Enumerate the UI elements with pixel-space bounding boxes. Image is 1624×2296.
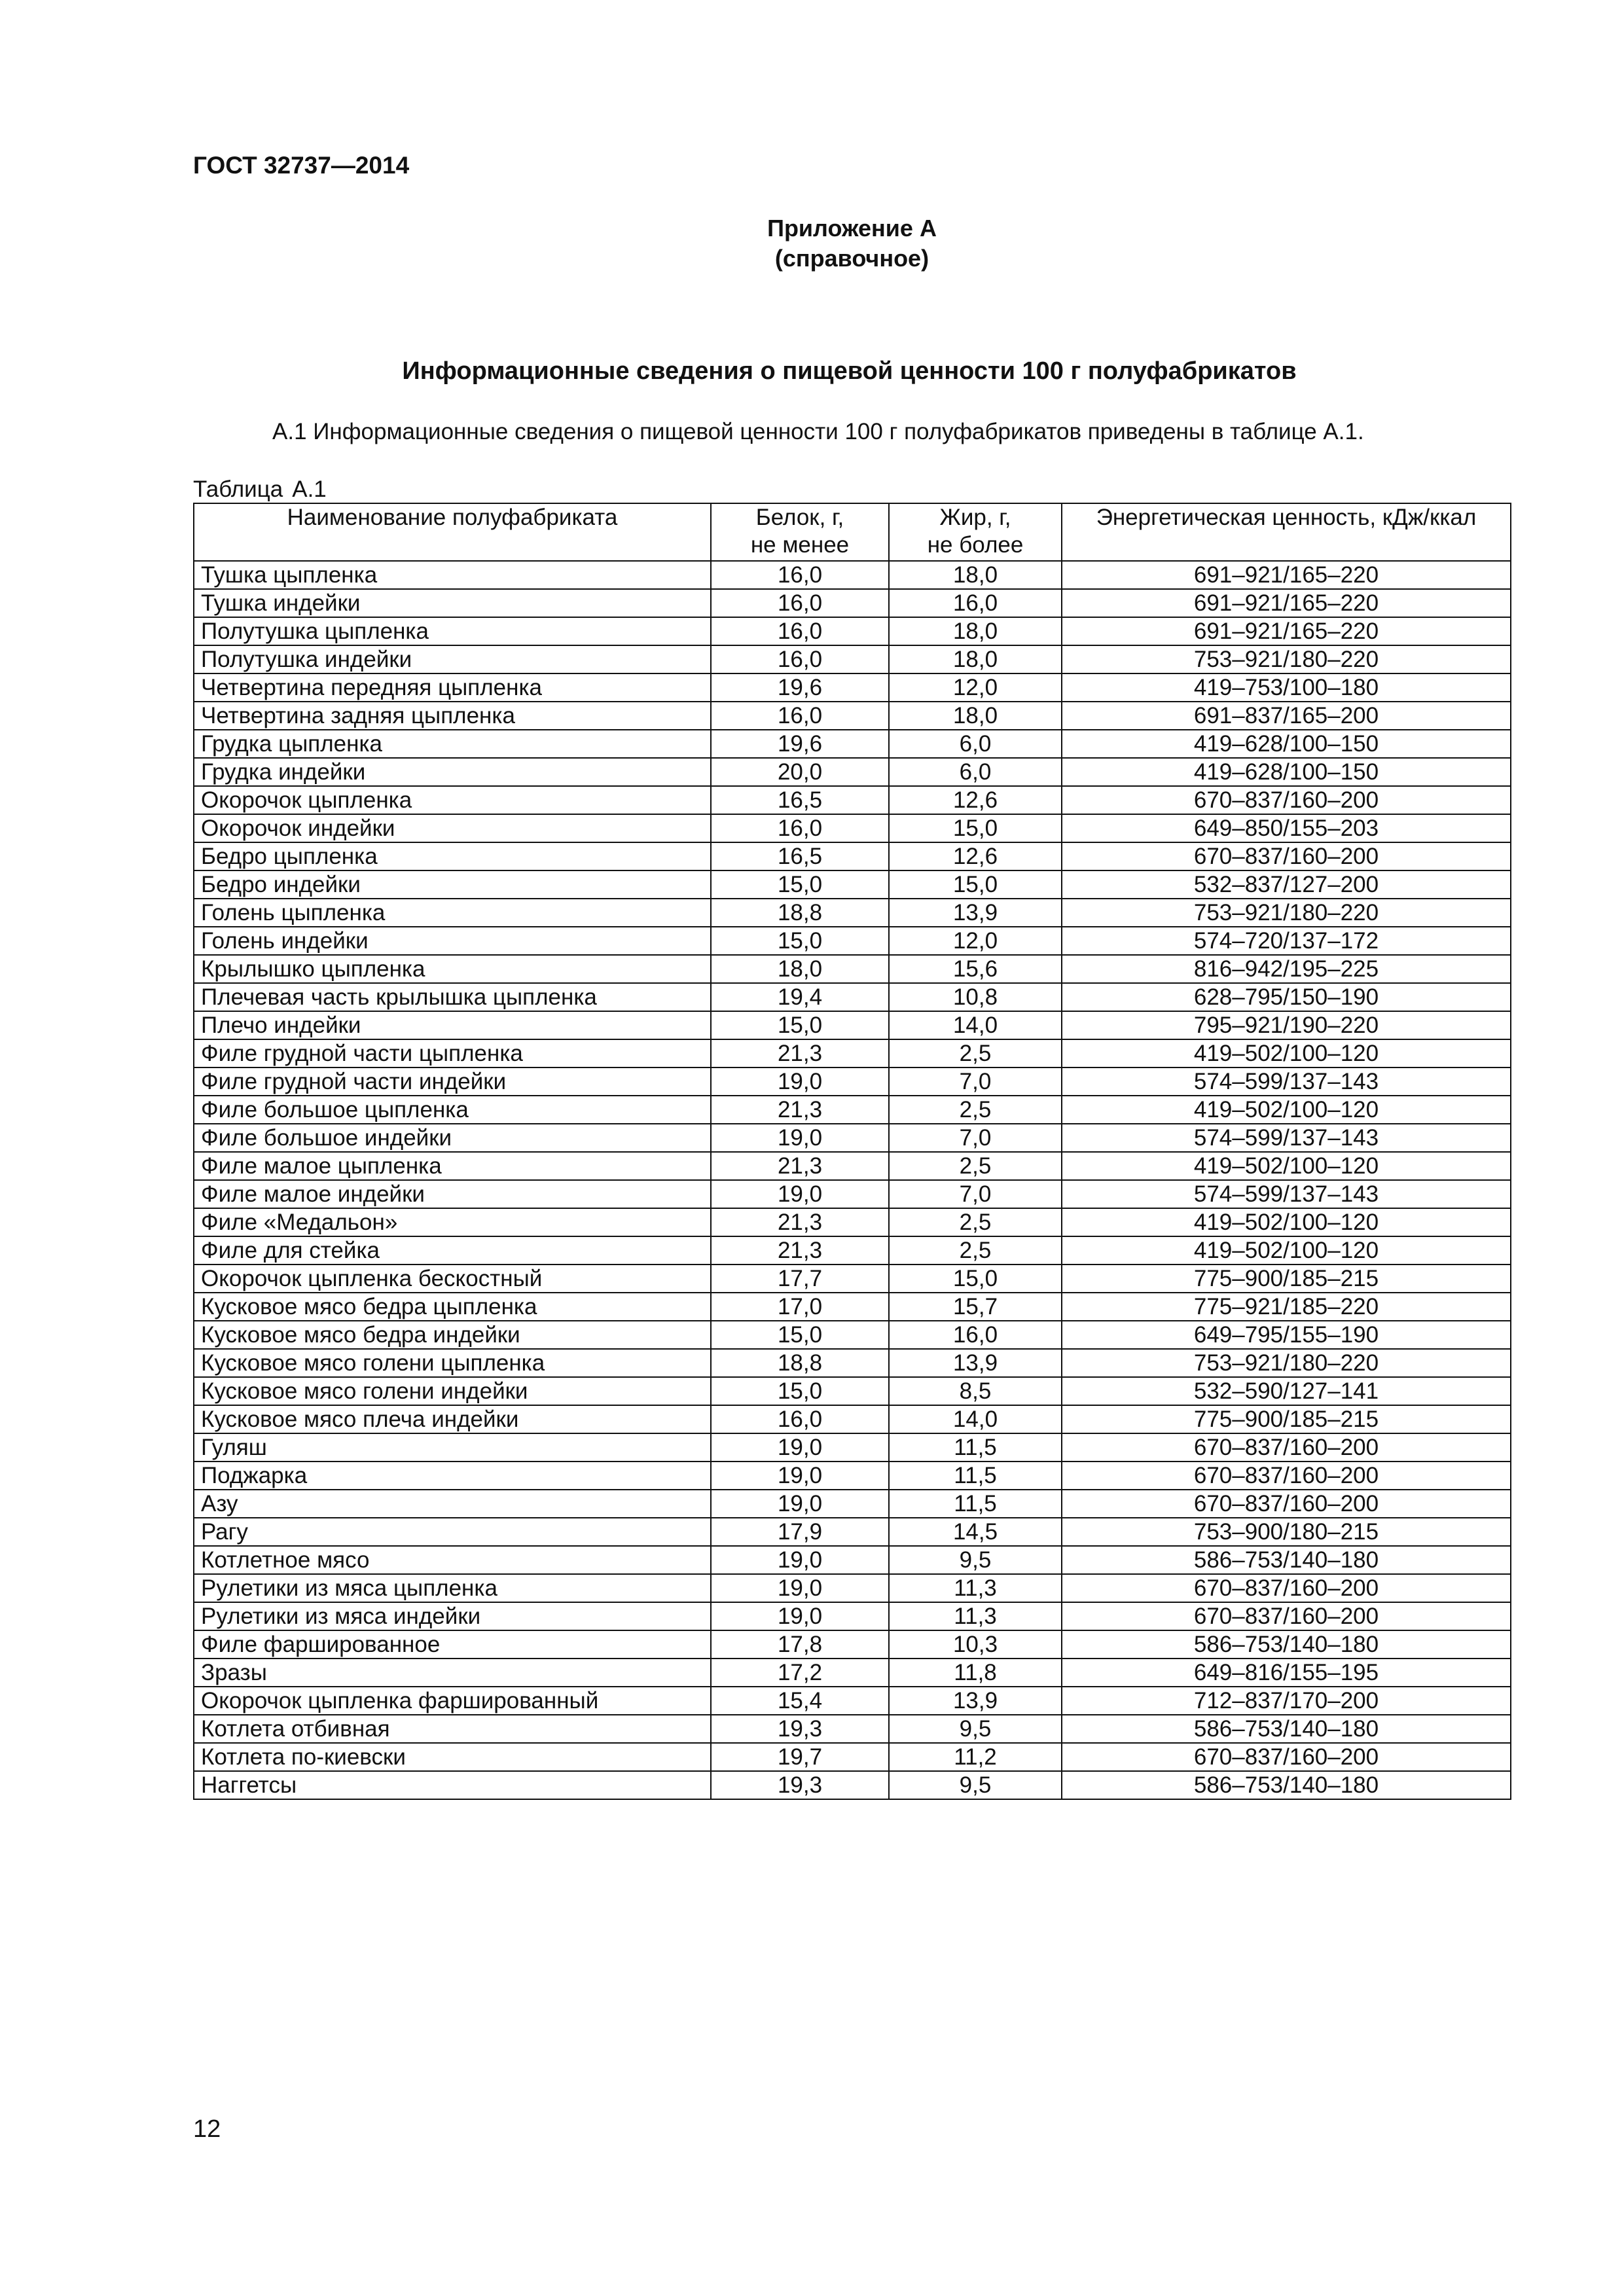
energy-cell: 532–590/127–141 — [1062, 1377, 1511, 1405]
energy-cell: 775–921/185–220 — [1062, 1293, 1511, 1321]
product-name-cell: Голень цыпленка — [194, 899, 711, 927]
protein-cell: 17,2 — [711, 1659, 889, 1687]
table-row — [194, 589, 1511, 617]
energy-cell: 574–720/137–172 — [1062, 927, 1511, 955]
product-name-cell: Котлета по-киевски — [194, 1743, 711, 1771]
table-row — [194, 1743, 1511, 1771]
table-label-number: А.1 — [292, 476, 327, 502]
protein-cell: 16,5 — [711, 842, 889, 870]
nutrition-table — [193, 503, 1511, 1800]
energy-cell: 649–816/155–195 — [1062, 1659, 1511, 1687]
table-row — [194, 1630, 1511, 1659]
column-header-energy: Энергетическая ценность, кДж/ккал — [1062, 503, 1511, 561]
protein-cell: 21,3 — [711, 1152, 889, 1180]
fat-cell: 11,5 — [889, 1433, 1062, 1462]
table-label — [193, 476, 327, 503]
fat-cell: 15,7 — [889, 1293, 1062, 1321]
table-body — [194, 561, 1511, 1799]
energy-cell: 670–837/160–200 — [1062, 1490, 1511, 1518]
protein-cell: 19,6 — [711, 673, 889, 702]
energy-cell: 419–502/100–120 — [1062, 1208, 1511, 1236]
table-row — [194, 1405, 1511, 1433]
product-name-cell: Кусковое мясо бедра индейки — [194, 1321, 711, 1349]
fat-cell: 2,5 — [889, 1236, 1062, 1265]
energy-cell: 753–921/180–220 — [1062, 645, 1511, 673]
protein-cell: 16,0 — [711, 617, 889, 645]
energy-cell: 419–502/100–120 — [1062, 1039, 1511, 1067]
protein-cell: 19,0 — [711, 1124, 889, 1152]
fat-cell: 2,5 — [889, 1096, 1062, 1124]
protein-cell: 15,0 — [711, 1011, 889, 1039]
product-name-cell: Филе фаршированное — [194, 1630, 711, 1659]
protein-cell: 15,0 — [711, 927, 889, 955]
table-row — [194, 1152, 1511, 1180]
product-name-cell: Филе грудной части цыпленка — [194, 1039, 711, 1067]
table-row — [194, 1659, 1511, 1687]
protein-cell: 19,0 — [711, 1067, 889, 1096]
product-name-cell: Котлета отбивная — [194, 1715, 711, 1743]
product-name-cell: Кусковое мясо плеча индейки — [194, 1405, 711, 1433]
energy-cell: 586–753/140–180 — [1062, 1771, 1511, 1799]
standard-header: ГОСТ 32737—2014 — [193, 152, 410, 179]
fat-cell: 7,0 — [889, 1067, 1062, 1096]
protein-cell: 20,0 — [711, 758, 889, 786]
protein-header-line1: Белок, г, — [755, 505, 844, 530]
product-name-cell: Котлетное мясо — [194, 1546, 711, 1574]
product-name-cell: Окорочок цыпленка фаршированный — [194, 1687, 711, 1715]
product-name-cell: Грудка цыпленка — [194, 730, 711, 758]
table-row — [194, 1771, 1511, 1799]
fat-cell: 2,5 — [889, 1208, 1062, 1236]
fat-cell: 9,5 — [889, 1546, 1062, 1574]
energy-cell: 586–753/140–180 — [1062, 1715, 1511, 1743]
fat-cell: 13,9 — [889, 1349, 1062, 1377]
fat-cell: 16,0 — [889, 1321, 1062, 1349]
table-row — [194, 1715, 1511, 1743]
protein-cell: 19,4 — [711, 983, 889, 1011]
fat-cell: 18,0 — [889, 617, 1062, 645]
energy-cell: 670–837/160–200 — [1062, 1433, 1511, 1462]
table-row — [194, 1321, 1511, 1349]
table-row — [194, 645, 1511, 673]
table-header-row — [194, 503, 1511, 561]
fat-cell: 15,0 — [889, 1265, 1062, 1293]
table-row — [194, 1265, 1511, 1293]
protein-cell: 17,7 — [711, 1265, 889, 1293]
energy-cell: 419–502/100–120 — [1062, 1152, 1511, 1180]
energy-cell: 628–795/150–190 — [1062, 983, 1511, 1011]
table-row — [194, 1124, 1511, 1152]
column-header-fat — [889, 503, 1062, 561]
protein-cell: 18,8 — [711, 1349, 889, 1377]
fat-cell: 14,5 — [889, 1518, 1062, 1546]
product-name-cell: Рагу — [194, 1518, 711, 1546]
table-row — [194, 1208, 1511, 1236]
table-row — [194, 1011, 1511, 1039]
table-row — [194, 1377, 1511, 1405]
fat-cell: 16,0 — [889, 589, 1062, 617]
table-row — [194, 1602, 1511, 1630]
energy-cell: 532–837/127–200 — [1062, 870, 1511, 899]
table-row — [194, 1433, 1511, 1462]
product-name-cell: Окорочок индейки — [194, 814, 711, 842]
section-title: Информационные сведения о пищевой ценности 100 г полуфабрикатов — [402, 357, 1297, 385]
fat-cell: 11,3 — [889, 1574, 1062, 1602]
table-row — [194, 617, 1511, 645]
fat-cell: 10,3 — [889, 1630, 1062, 1659]
table-row — [194, 1518, 1511, 1546]
energy-cell: 670–837/160–200 — [1062, 1743, 1511, 1771]
protein-cell: 21,3 — [711, 1039, 889, 1067]
product-name-cell: Плечо индейки — [194, 1011, 711, 1039]
product-name-cell: Окорочок цыпленка бескостный — [194, 1265, 711, 1293]
product-name-cell: Кусковое мясо голени цыпленка — [194, 1349, 711, 1377]
protein-cell: 21,3 — [711, 1096, 889, 1124]
protein-cell: 17,9 — [711, 1518, 889, 1546]
product-name-cell: Филе большое цыпленка — [194, 1096, 711, 1124]
fat-header-line1: Жир, г, — [939, 505, 1011, 530]
table-row — [194, 1687, 1511, 1715]
fat-cell: 2,5 — [889, 1039, 1062, 1067]
table-row — [194, 786, 1511, 814]
product-name-cell: Грудка индейки — [194, 758, 711, 786]
energy-cell: 775–900/185–215 — [1062, 1405, 1511, 1433]
protein-cell: 19,6 — [711, 730, 889, 758]
protein-cell: 16,0 — [711, 814, 889, 842]
fat-cell: 11,2 — [889, 1743, 1062, 1771]
product-name-cell: Окорочок цыпленка — [194, 786, 711, 814]
product-name-cell: Полутушка индейки — [194, 645, 711, 673]
fat-cell: 9,5 — [889, 1771, 1062, 1799]
protein-cell: 19,3 — [711, 1715, 889, 1743]
protein-cell: 16,0 — [711, 561, 889, 589]
energy-cell: 691–837/165–200 — [1062, 702, 1511, 730]
protein-cell: 15,4 — [711, 1687, 889, 1715]
fat-cell: 11,8 — [889, 1659, 1062, 1687]
table-row — [194, 842, 1511, 870]
energy-cell: 670–837/160–200 — [1062, 1574, 1511, 1602]
energy-cell: 419–502/100–120 — [1062, 1236, 1511, 1265]
product-name-cell: Плечевая часть крылышка цыпленка — [194, 983, 711, 1011]
product-name-cell: Голень индейки — [194, 927, 711, 955]
fat-cell: 18,0 — [889, 645, 1062, 673]
table-row — [194, 673, 1511, 702]
fat-cell: 12,0 — [889, 927, 1062, 955]
energy-cell: 649–795/155–190 — [1062, 1321, 1511, 1349]
fat-cell: 18,0 — [889, 561, 1062, 589]
table-row — [194, 983, 1511, 1011]
table-row — [194, 1490, 1511, 1518]
energy-cell: 419–628/100–150 — [1062, 758, 1511, 786]
fat-cell: 12,6 — [889, 786, 1062, 814]
product-name-cell: Бедро индейки — [194, 870, 711, 899]
fat-cell: 14,0 — [889, 1011, 1062, 1039]
table-row — [194, 561, 1511, 589]
table-row — [194, 955, 1511, 983]
protein-cell: 19,0 — [711, 1180, 889, 1208]
fat-cell: 14,0 — [889, 1405, 1062, 1433]
product-name-cell: Рулетики из мяса индейки — [194, 1602, 711, 1630]
protein-cell: 18,8 — [711, 899, 889, 927]
protein-cell: 15,0 — [711, 1377, 889, 1405]
energy-cell: 419–502/100–120 — [1062, 1096, 1511, 1124]
protein-header-line2: не менее — [750, 532, 850, 558]
fat-cell: 9,5 — [889, 1715, 1062, 1743]
table-row — [194, 899, 1511, 927]
table-row — [194, 758, 1511, 786]
product-name-cell: Кусковое мясо голени индейки — [194, 1377, 711, 1405]
energy-cell: 753–900/180–215 — [1062, 1518, 1511, 1546]
protein-cell: 16,0 — [711, 702, 889, 730]
energy-cell: 670–837/160–200 — [1062, 842, 1511, 870]
protein-cell: 16,5 — [711, 786, 889, 814]
product-name-cell: Рулетики из мяса цыпленка — [194, 1574, 711, 1602]
product-name-cell: Четвертина задняя цыпленка — [194, 702, 711, 730]
table-row — [194, 1293, 1511, 1321]
protein-cell: 19,7 — [711, 1743, 889, 1771]
energy-cell: 574–599/137–143 — [1062, 1124, 1511, 1152]
energy-cell: 691–921/165–220 — [1062, 561, 1511, 589]
product-name-cell: Азу — [194, 1490, 711, 1518]
fat-cell: 6,0 — [889, 730, 1062, 758]
fat-cell: 12,6 — [889, 842, 1062, 870]
energy-cell: 574–599/137–143 — [1062, 1067, 1511, 1096]
protein-cell: 17,8 — [711, 1630, 889, 1659]
product-name-cell: Полутушка цыпленка — [194, 617, 711, 645]
fat-cell: 10,8 — [889, 983, 1062, 1011]
product-name-cell: Филе малое цыпленка — [194, 1152, 711, 1180]
energy-cell: 816–942/195–225 — [1062, 955, 1511, 983]
fat-cell: 18,0 — [889, 702, 1062, 730]
energy-cell: 586–753/140–180 — [1062, 1546, 1511, 1574]
fat-cell: 15,0 — [889, 814, 1062, 842]
table-row — [194, 1546, 1511, 1574]
protein-cell: 19,3 — [711, 1771, 889, 1799]
product-name-cell: Наггетсы — [194, 1771, 711, 1799]
fat-cell: 13,9 — [889, 1687, 1062, 1715]
product-name-cell: Филе для стейка — [194, 1236, 711, 1265]
energy-cell: 670–837/160–200 — [1062, 1462, 1511, 1490]
energy-cell: 574–599/137–143 — [1062, 1180, 1511, 1208]
table-row — [194, 702, 1511, 730]
product-name-cell: Кусковое мясо бедра цыпленка — [194, 1293, 711, 1321]
protein-cell: 16,0 — [711, 1405, 889, 1433]
page-number: 12 — [193, 2115, 221, 2143]
product-name-cell: Зразы — [194, 1659, 711, 1687]
protein-cell: 19,0 — [711, 1490, 889, 1518]
fat-cell: 15,6 — [889, 955, 1062, 983]
table-row — [194, 730, 1511, 758]
product-name-cell: Филе грудной части индейки — [194, 1067, 711, 1096]
protein-cell: 15,0 — [711, 1321, 889, 1349]
table-row — [194, 1349, 1511, 1377]
protein-cell: 21,3 — [711, 1208, 889, 1236]
fat-cell: 8,5 — [889, 1377, 1062, 1405]
energy-cell: 795–921/190–220 — [1062, 1011, 1511, 1039]
table-row — [194, 814, 1511, 842]
table-row — [194, 1574, 1511, 1602]
energy-cell: 753–921/180–220 — [1062, 1349, 1511, 1377]
product-name-cell: Бедро цыпленка — [194, 842, 711, 870]
table-row — [194, 870, 1511, 899]
product-name-cell: Филе большое индейки — [194, 1124, 711, 1152]
protein-cell: 17,0 — [711, 1293, 889, 1321]
table-row — [194, 1462, 1511, 1490]
table-row — [194, 1236, 1511, 1265]
table-row — [194, 1067, 1511, 1096]
energy-cell: 670–837/160–200 — [1062, 1602, 1511, 1630]
energy-cell: 691–921/165–220 — [1062, 589, 1511, 617]
table-row — [194, 1180, 1511, 1208]
product-name-cell: Филе «Медальон» — [194, 1208, 711, 1236]
protein-cell: 18,0 — [711, 955, 889, 983]
annex-title: Приложение А — [767, 215, 937, 242]
fat-cell: 11,5 — [889, 1490, 1062, 1518]
energy-cell: 586–753/140–180 — [1062, 1630, 1511, 1659]
protein-cell: 16,0 — [711, 589, 889, 617]
fat-cell: 15,0 — [889, 870, 1062, 899]
annex-subtitle: (справочное) — [774, 245, 929, 272]
fat-cell: 11,3 — [889, 1602, 1062, 1630]
protein-cell: 19,0 — [711, 1462, 889, 1490]
fat-cell: 6,0 — [889, 758, 1062, 786]
protein-cell: 19,0 — [711, 1602, 889, 1630]
energy-cell: 419–628/100–150 — [1062, 730, 1511, 758]
fat-header-line2: не более — [927, 532, 1024, 558]
energy-cell: 419–753/100–180 — [1062, 673, 1511, 702]
protein-cell: 19,0 — [711, 1574, 889, 1602]
intro-paragraph: А.1 Информационные сведения о пищевой ценности 100 г полуфабрикатов приведены в таблице А.1. — [272, 419, 1364, 444]
protein-cell: 16,0 — [711, 645, 889, 673]
protein-cell: 19,0 — [711, 1546, 889, 1574]
protein-cell: 15,0 — [711, 870, 889, 899]
fat-cell: 7,0 — [889, 1180, 1062, 1208]
product-name-cell: Тушка цыпленка — [194, 561, 711, 589]
product-name-cell: Тушка индейки — [194, 589, 711, 617]
product-name-cell: Филе малое индейки — [194, 1180, 711, 1208]
product-name-cell: Поджарка — [194, 1462, 711, 1490]
protein-cell: 21,3 — [711, 1236, 889, 1265]
column-header-protein — [711, 503, 889, 561]
fat-cell: 13,9 — [889, 899, 1062, 927]
product-name-cell: Крылышко цыпленка — [194, 955, 711, 983]
fat-cell: 11,5 — [889, 1462, 1062, 1490]
column-header-name: Наименование полуфабриката — [194, 503, 711, 561]
table-row — [194, 1039, 1511, 1067]
table-label-word: Таблица — [193, 476, 283, 502]
table-row — [194, 927, 1511, 955]
product-name-cell: Гуляш — [194, 1433, 711, 1462]
energy-cell: 649–850/155–203 — [1062, 814, 1511, 842]
fat-cell: 2,5 — [889, 1152, 1062, 1180]
fat-cell: 12,0 — [889, 673, 1062, 702]
product-name-cell: Четвертина передняя цыпленка — [194, 673, 711, 702]
energy-cell: 712–837/170–200 — [1062, 1687, 1511, 1715]
energy-cell: 753–921/180–220 — [1062, 899, 1511, 927]
energy-cell: 775–900/185–215 — [1062, 1265, 1511, 1293]
protein-cell: 19,0 — [711, 1433, 889, 1462]
energy-cell: 691–921/165–220 — [1062, 617, 1511, 645]
table-row — [194, 1096, 1511, 1124]
annex-heading — [0, 213, 1624, 274]
fat-cell: 7,0 — [889, 1124, 1062, 1152]
energy-cell: 670–837/160–200 — [1062, 786, 1511, 814]
